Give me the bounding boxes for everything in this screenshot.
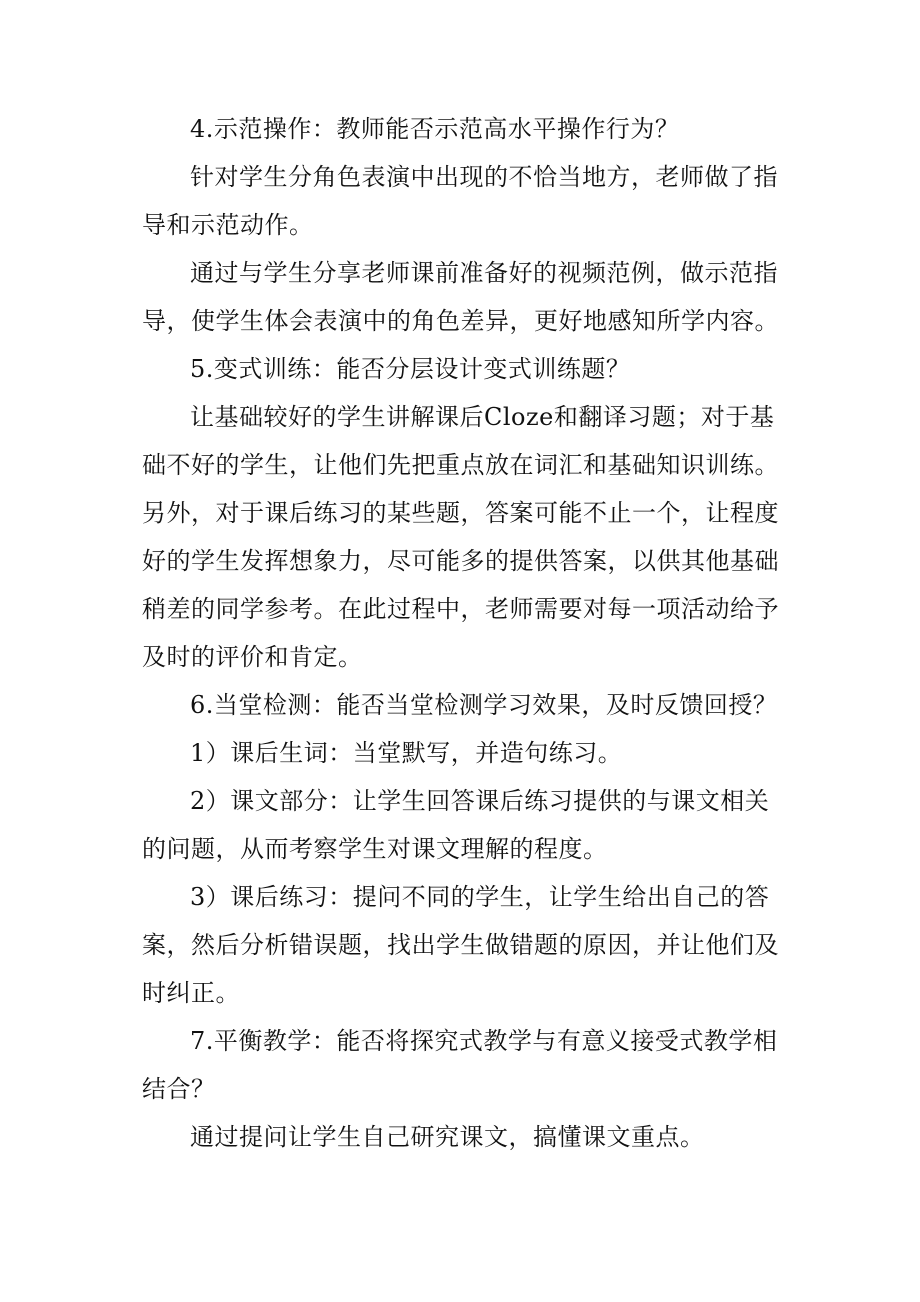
heading-demonstration: 4.示范操作：教师能否示范高水平操作行为？	[190, 115, 680, 143]
paragraph: 针对学生分角色表演中出现的不恰当地方，老师做了指导和示范动作。	[142, 163, 778, 239]
list-item: 2）课文部分：让学生回答课后练习提供的与课文相关的问题，从而考察学生对课文理解的程度。	[142, 787, 770, 863]
heading-variant-training: 5.变式训练：能否分层设计变式训练题？	[190, 355, 631, 383]
list-item: 3）课后练习：提问不同的学生，让学生给出自己的答案，然后分析错误题，找出学生做错题的原因，并让他们及时纠正。	[142, 883, 779, 1007]
document-body	[142, 105, 782, 1161]
heading-balanced-teaching: 7.平衡教学：能否将探究式教学与有意义接受式教学相结合？	[142, 1027, 778, 1103]
list-item: 1）课后生词：当堂默写，并造句练习。	[190, 739, 623, 767]
paragraph: 通过提问让学生自己研究课文，搞懂课文重点。	[190, 1123, 705, 1151]
paragraph: 通过与学生分享老师课前准备好的视频范例，做示范指导，使学生体会表演中的角色差异，更好地感知所学内容。	[142, 259, 779, 335]
heading-in-class-test: 6.当堂检测：能否当堂检测学习效果，及时反馈回授？	[190, 691, 778, 719]
paragraph: 让基础较好的学生讲解课后Cloze和翻译习题；对于基础不好的学生，让他们先把重点放在词汇和基础知识训练。另外，对于课后练习的某些题，答案可能不止一个，让程度好的学生发挥想象力，尽可能多的提供答案，以供其他基础稍差的同学参考。在此过程中，老师需要对每一项活动给予及时的评价和肯定。	[142, 403, 779, 671]
